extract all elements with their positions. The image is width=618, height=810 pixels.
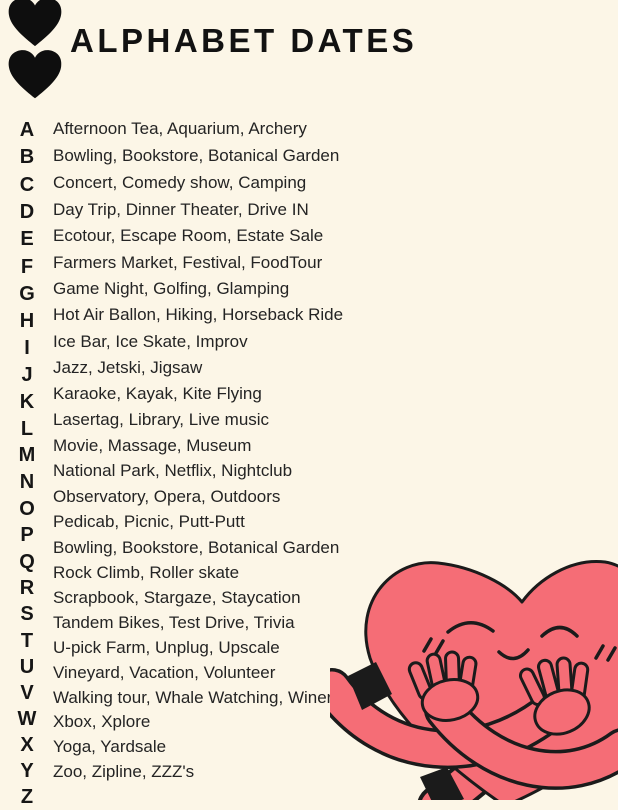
letter-label: Y [20,759,34,782]
letter-label: L [20,417,34,440]
activity-text: Walking tour, Whale Watching, Winery [53,687,341,707]
letter-label: C [19,173,35,196]
letter-label: I [24,336,30,359]
letter-label: A [19,119,35,141]
heart-icon [9,50,62,98]
page-title: ALPHABET DATES [70,22,418,59]
activity-text: Movie, Massage, Museum [53,435,252,455]
activity-text: Karaoke, Kayak, Kite Flying [53,383,262,403]
letter-label: G [19,282,35,305]
activity-text: Farmers Market, Festival, FoodTour [53,252,323,272]
letter-label: W [17,708,37,731]
activity-text: Tandem Bikes, Test Drive, Trivia [53,613,295,633]
activity-text: Rock Climb, Roller skate [53,562,240,582]
activity-text: Yoga, Yardsale [53,737,167,757]
letter-label: D [19,201,35,224]
hugging-heart-illustration [330,540,618,800]
activity-text: U-pick Farm, Unplug, Upscale [53,638,280,658]
letter-label: X [20,734,34,757]
activity-text: Jazz, Jetski, Jigsaw [53,357,203,377]
activity-text: Bowling, Bookstore, Botanical Garden [53,537,340,557]
activity-text: Day Trip, Dinner Theater, Drive IN [53,199,309,219]
letter-label: K [19,390,35,413]
activity-text: Bowling, Bookstore, Botanical Garden [53,145,340,165]
letter-label: F [20,255,34,278]
activity-text: Pedicab, Picnic, Putt-Putt [53,512,245,532]
letter-label: P [20,524,34,547]
activity-text: Xbox, Xplore [53,712,151,732]
heart-icon [9,0,62,46]
letter-label: Q [19,550,35,573]
activity-text: Concert, Comedy show, Camping [53,172,307,192]
letter-label: M [18,444,36,467]
activity-text: Vineyard, Vacation, Volunteer [53,663,276,683]
activity-text: Game Night, Golfing, Glamping [53,279,290,299]
letter-label: J [21,363,33,386]
activity-text: Scrapbook, Stargaze, Staycation [53,588,301,608]
letter-label: N [19,470,35,493]
letter-label: O [19,497,35,520]
letter-label: E [20,228,34,251]
letter-label: T [20,629,34,652]
letter-label: R [19,576,35,599]
activity-text: Ice Bar, Ice Skate, Improv [53,331,248,351]
activity-text: Hot Air Ballon, Hiking, Horseback Ride [53,305,344,325]
activity-text: Ecotour, Escape Room, Estate Sale [53,226,324,246]
activity-text: Observatory, Opera, Outdoors [53,486,281,506]
activity-text: Zoo, Zipline, ZZZ's [53,761,195,781]
activity-text: Afternoon Tea, Aquarium, Archery [53,119,307,138]
letter-label: V [20,681,34,704]
letter-label: Z [20,785,34,808]
letter-label: B [19,146,35,169]
activity-text: Lasertag, Library, Live music [53,409,270,429]
activity-text: National Park, Netflix, Nightclub [53,461,293,481]
letter-label: U [19,655,35,678]
letter-label: H [19,309,35,332]
letter-label: S [20,603,34,626]
hearts-decoration [6,0,64,102]
